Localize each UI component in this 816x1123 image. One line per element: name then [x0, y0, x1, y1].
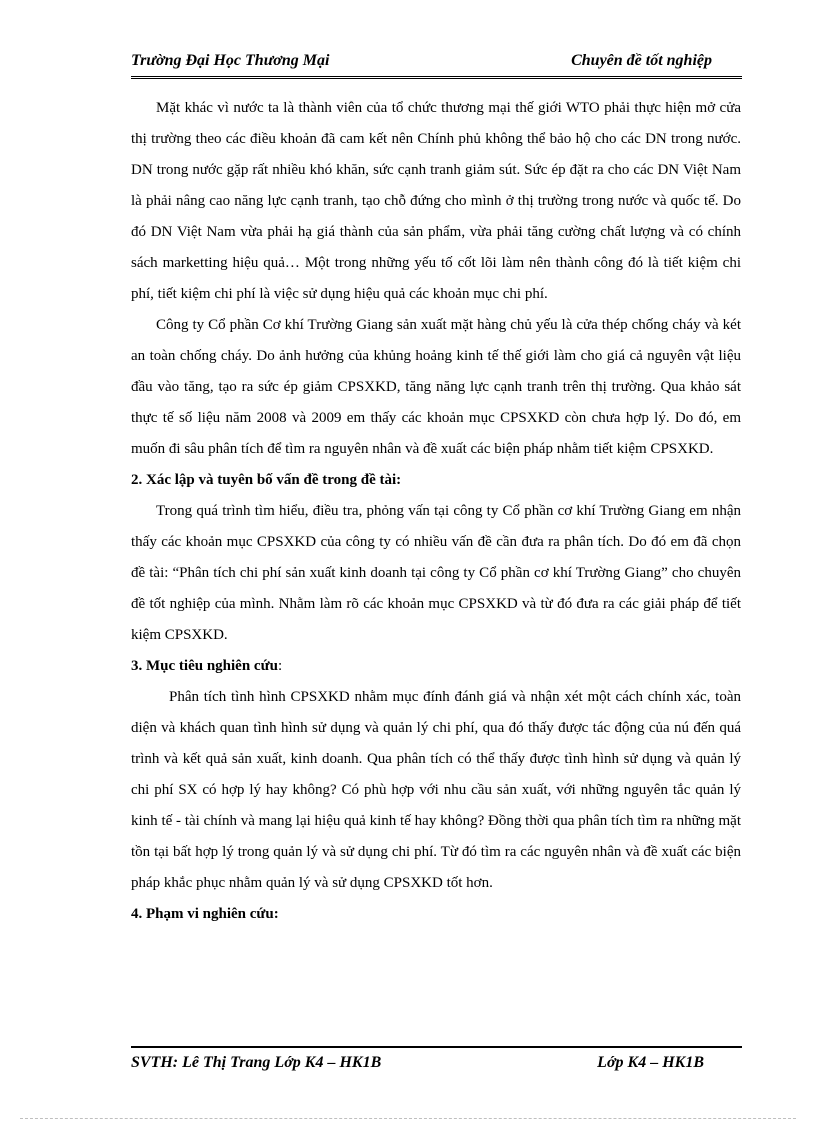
page-header — [131, 50, 742, 79]
header-doc-type: Chuyên đề tốt nghiệp — [571, 52, 712, 69]
heading-objectives-line — [131, 651, 741, 682]
heading-objectives: 3. Mục tiêu nghiên cứu — [131, 658, 278, 674]
footer-class: Lớp K4 – HK1B — [597, 1054, 704, 1071]
page-bottom-rule — [20, 1118, 796, 1119]
footer-student: SVTH: Lê Thị Trang Lớp K4 – HK1B — [131, 1054, 382, 1071]
paragraph-company: Công ty Cổ phần Cơ khí Trường Giang sản xuất mặt hàng chủ yếu là cửa thép chống cháy và két an toàn chống cháy. Do ảnh hưởng của khủng hoảng kinh tế thế giới làm cho giá cả nguyên vật liệu đầu vào tăng, tạo ra sức ép giảm CPSXKD, tăng năng lực cạnh tranh trên thị trường. Qua khảo sát thực tế số liệu năm 2008 và 2009 em thấy các khoản mục CPSXKD còn chưa hợp lý. Do đó, em muốn đi sâu phân tích để tìm ra nguyên nhân và đề xuất các biện pháp nhằm tiết kiệm CPSXKD. — [131, 317, 741, 457]
paragraph-topic: Trong quá trình tìm hiểu, điều tra, phỏng vấn tại công ty Cổ phần cơ khí Trường Giang em nhận thấy các khoản mục CPSXKD của công ty có nhiều vấn đề cần đưa ra phân tích. Do đó em đã chọn đề tài: “Phân tích chi phí sản xuất kinh doanh tại công ty Cổ phần cơ khí Trường Giang” cho chuyên đề tốt nghiệp của mình. Nhằm làm rõ các khoản mục CPSXKD và từ đó đưa ra các giải pháp để tiết kiệm CPSXKD. — [131, 503, 741, 643]
heading-objectives-colon: : — [277, 658, 283, 674]
heading-scope: 4. Phạm vi nghiên cứu: — [131, 906, 279, 922]
document-body — [131, 93, 741, 930]
header-school: Trường Đại Học Thương Mại — [131, 52, 330, 69]
paragraph-wto: Mặt khác vì nước ta là thành viên của tổ chức thương mại thế giới WTO phải thực hiện mở cửa thị trường theo các điều khoản đã cam kết nên Chính phủ không thể bảo hộ cho các DN trong nước. DN trong nước gặp rất nhiều khó khăn, sức cạnh tranh giảm sút. Sức ép đặt ra cho các DN Việt Nam là phải nâng cao năng lực cạnh tranh, tạo chỗ đứng cho mình ở thị trường trong nước và quốc tế. Do đó DN Việt Nam vừa phải hạ giá thành của sản phẩm, vừa phải tăng cường chất lượng và có chính sách marketting hiệu quả… Một trong những yếu tố cốt lõi làm nên thành công đó là tiết kiệm chi phí, tiết kiệm chi phí là việc sử dụng hiệu quả các khoản mục chi phí. — [131, 100, 741, 302]
page-footer — [131, 1046, 742, 1078]
heading-problem-statement: 2. Xác lập và tuyên bố vấn đề trong đề tài: — [131, 472, 402, 488]
paragraph-objectives: Phân tích tình hình CPSXKD nhằm mục đính đánh giá và nhận xét một cách chính xác, toàn diện và khách quan tình hình sử dụng và quản lý chi phí, qua đó thấy được tác động của nú đến quá trình và kết quả sản xuất, kinh doanh. Qua phân tích có thể thấy được tình hình sử dụng và quản lý chi phí SX có hợp lý hay không? Có phù hợp với nhu cầu sản xuất, với những nguyên tắc quản lý kinh tế - tài chính và mang lại hiệu quả kinh tế hay không? Đồng thời qua phân tích tìm ra những mặt tồn tại bất hợp lý trong quản lý và sử dụng chi phí. Từ đó tìm ra các nguyên nhân và đề xuất các biện pháp khắc phục nhằm quản lý và sử dụng CPSXKD tốt hơn. — [131, 689, 741, 891]
